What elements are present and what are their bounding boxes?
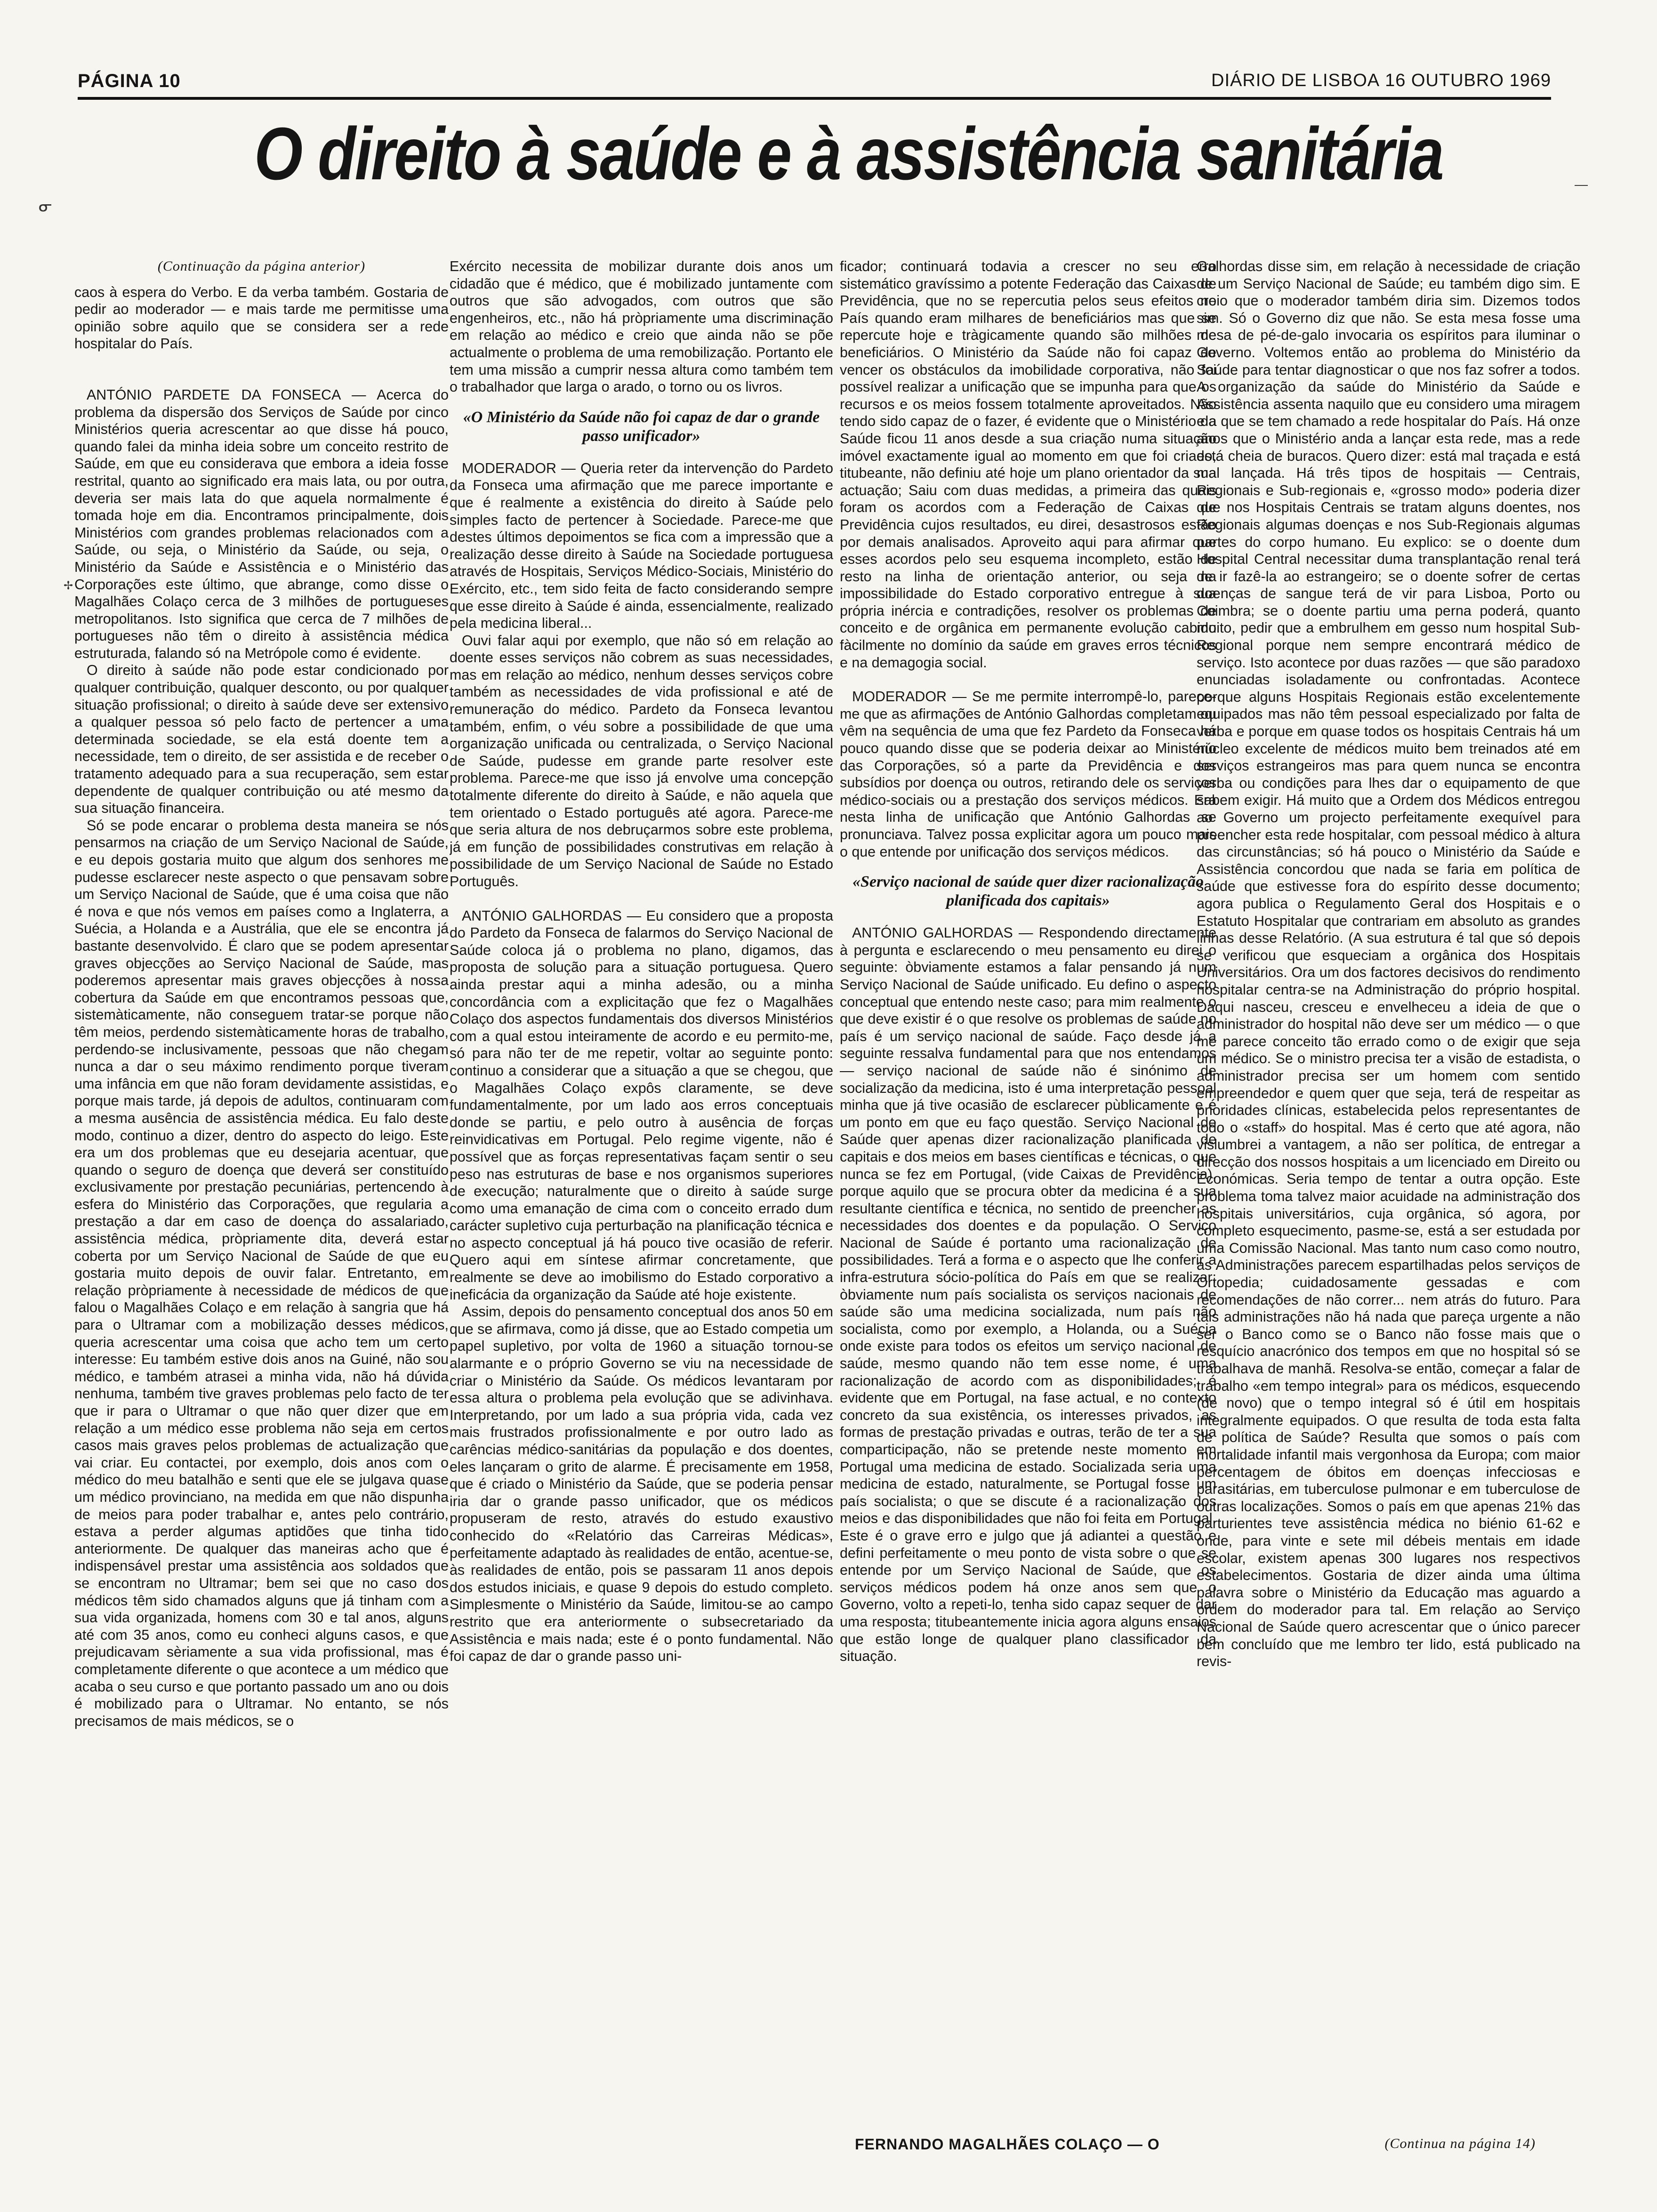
print-mark-icon: ᓂ xyxy=(39,197,52,215)
author-signature: FERNANDO MAGALHÃES COLAÇO — O xyxy=(855,2136,1160,2153)
paragraph: ANTÓNIO GALHORDAS — Eu considero que a proposta do Pardeto da Fonseca de falarmos do Serviço Nacional de Saúde coloca já o problema no plano, digamos, das proposta de solução para a situação portuguesa. Quero ainda prestar aqui a minha adesão, ou a minha concordância com a explicitação que fez o Magalhães Colaço dos aspectos fundamentais dos diversos Ministérios com a qual estou inteiramente de acordo e eu permito-me, só para não ter de me repetir, voltar ao seguinte ponto: continuo a considerar que a situação a que se chegou, que o Magalhães Colaço expôs claramente, se deve fundamentalmente, por um lado aos erros conceptuais donde se partiu, e pelo outro à ausência de forças reinvidicativas em Portugal. Pelo regime vigente, não é possível que as forças representativas façam sentir o seu peso nas estruturas de base e nos organismos superiores de execução; naturalmente que o direito à saúde surge como uma emanação de cima com o conceito errado dum carácter supletivo cuja perturbação na planificação técnica e no aspecto conceptual já há pouco tive ocasião de referir. Quero aqui em síntese afirmar concretamente, que realmente se deve ao imobilismo do Estado corporativo a ineficácia da organização da Saúde até hoje existente. xyxy=(450,907,833,1303)
paragraph: MODERADOR — Se me permite interrompê-lo, parece-me que as afirmações de António Galhordas completam ou vêm na sequência de uma que fez Pardeto da Fonseca há pouco quando disse que se poderia deixar ao Ministério das Corporações, só a parte da Previdência e dos subsídios por doença ou outros, retirando dele os serviços médico-sociais ou a prestação dos serviços médicos. Era nesta linha de unificação que António Galhordas se pronunciava. Talvez possa explicitar agora um pouco mais o que entende por unificação dos serviços médicos. xyxy=(840,689,1216,860)
paragraph: ficador; continuará todavia a crescer no seu erro sistemático gravíssimo a potente Federação das Caixas de Previdência, que no se repercutia pelos seus efeitos no País quando eram milhares de beneficiários mas que se repercute hoje e tràgicamente quando são milhões de beneficiários. O Ministério da Saúde não foi capaz de vencer os obstáculos da imobilidade corporativa, não foi possível realizar a unificação que se impunha para que os recursos e os meios fossem totalmente aproveitados. Não tendo sido capaz de o fazer, é evidente que o Ministério da Saúde ficou 11 anos desde a sua criação numa situação imóvel exactamente igual ao momento em que foi criado, titubeante, não definiu até hoje um plano orientador da sua actuação; Saiu com duas medidas, a primeira das quais foram os acordos com a Federação de Caixas de Previdência cujos resultados, eu direi, desastrosos estão por demais analisados. Aproveito aqui para afirmar que esses acordos pelo seu esquema incompleto, estão de resto na linha de orientação anterior, ou seja na impossibilidade do Estado corporativo entregue à sua própria inércia e contradições, resolver os problemas de conceito e de orgânica em permanente evolução cabido fàcilmente no domínio da saúde em graves erros técnicos e na demagogia social. xyxy=(840,258,1216,671)
print-mark-icon: ✢ xyxy=(64,579,73,592)
page-number: PÁGINA 10 xyxy=(78,71,181,91)
paragraph: caos à espera do Verbo. E da verba também. Gostaria de pedir ao moderador — e mais tarde me permitisse uma opinião sobre aquilo que se considera ser a rede hospitalar do País. xyxy=(74,284,449,352)
section-subheading: «O Ministério da Saúde não foi capaz de dar o grande passo unificador» xyxy=(463,408,820,445)
masthead xyxy=(78,70,1551,100)
issue-date: 16 OUTUBRO 1969 xyxy=(1385,71,1551,90)
paragraph: Galhordas disse sim, em relação à necessidade de criação de um Serviço Nacional de Saúde; eu também digo sim. E creio que o moderador também diria sim. Dizemos todos sim. Só o Governo diz que não. Se esta mesa fosse uma mesa de pé-de-galo invocaria os espíritos para iluminar o Governo. Voltemos então ao problema do Ministério da Saúde para tentar diagnosticar o que nos faz sofrer a todos. A organização da saúde do Ministério da Saúde e Assistência assenta naquilo que eu considero uma miragem e a que se tem chamado a rede hospitalar do País. Há onze anos que o Ministério anda a lançar esta rede, mas a rede está cheia de buracos. Quero dizer: está mal traçada e está mal lançada. Há três tipos de hospitais — Centrais, Regionais e Sub-regionais e, «grosso modo» poderia dizer que nos Hospitais Centrais se tratam alguns doentes, nos Regionais algumas doenças e nos Sub-Regionais algumas partes do corpo humano. Eu explico: se o doente dum Hospital Central necessitar duma transplantação renal terá de ir fazê-la ao estrangeiro; se o doente sofrer de certas doenças de sangue terá de vir para Lisboa, Porto ou Coimbra; se o doente partiu uma perna poderá, quanto muito, pedir que a embrulhem em gesso num hospital Sub-Regional porque nem sempre encontrará médico de serviço. Isto acontece por duas razões — que são paradoxo enunciadas isoladamente ou confrontadas. Acontece porque alguns Hospitais Regionais estão excelentemente equipados mas não têm pessoal especializado por falta de verba e porque em quase todos os hospitais Centrais há um núcleo excelente de médicos muito bem treinados até em serviços estrangeiros mas para quem nunca se encontra verba ou condições para lhes dar o equipamento de que sabem exigir. Há muito que a Ordem dos Médicos entregou ao Governo um projecto perfeitamente exequível para preencher esta rede hospitalar, com pessoal médico à altura das circunstâncias; só há pouco o Ministério da Saúde e Assistência concordou que nada se faria em política de saúde que estivesse fora do espírito desse documento; agora publica o Regulamento Geral dos Hospitais e o Estatuto Hospitalar que contrariam em absoluto as grandes linhas desse Relatório. (A sua estrutura é tal que só depois se verificou que esqueciam a orgânica dos Hospitais Universitários. Ora um dos factores decisivos do rendimento hospitalar centra-se na Administração do próprio hospital. Daqui nasceu, cresceu e envelheceu a ideia de que o administrador do hospital não deve ser um médico — o que me parece conceito tão errado como o de exigir que seja um médico. Se o ministro precisa ter a visão de estadista, o administrador precisa ser um homem com sentido empreendedor e quem quer que seja, terá de respeitar as prioridades clínicas, estabelecida pelos representantes de todo o «staff» do hospital. Mas é certo que até agora, não vislumbrei a vantagem, a não ser política, de entregar a direcção dos nossos hospitais a um licenciado em Direito ou Económicas. Seria tempo de tentar a outra opção. Este problema toma talvez maior acuidade na administração dos hospitais universitários, cuja orgânica, só agora, por completo esquecimento, pasme-se, está a ser estudada por uma Comissão Nacional. Mas tanto num caso como noutro, as Administrações parecem espartilhadas pelos serviços de Ortopedia; cuidadosamente gessadas e com recomendações de não correr... nem atrás do futuro. Para tais administrações não há nada que pareça urgente a não ser o Banco como se o Banco não fosse mais que o resquício anacrónico dos tempos em que no hospital só se trabalhava de manhã. Resolva-se então, começar a falar de trabalho «em tempo integral» para os médicos, esquecendo (de novo) que o tempo integral só é útil em hospitais integralmente equipados. O que resulta de toda esta falta de política de Saúde? Resulta que somos o país com mortalidade infantil mais vergonhosa da Europa; com maior percentagem de óbitos em doenças infecciosas e parasitárias, em tuberculose pulmonar e em tuberculose de outras localizações. Somos o país em que apenas 21% das parturientes teve assistência médica no biénio 61-62 e onde, para vinte e sete mil débeis mentais em idade escolar, existem apenas 300 lugares nos respectivos estabelecimentos. Gostaria de dizer ainda uma última palavra sobre o Ministério da Educação mas aguardo a ordem do moderador para tal. Em relação ao Serviço Nacional de Saúde quero acrescentar que o único parecer bem concluído que me lembro ter lido, está publicado na revis- xyxy=(1197,258,1580,1670)
continued-on-note: (Continua na página 14) xyxy=(1384,2136,1536,2151)
newspaper-name: DIÁRIO DE LISBOA xyxy=(1211,71,1380,90)
print-mark-icon: — xyxy=(1575,177,1588,192)
section-subheading: «Serviço nacional de saúde quer dizer racionalização planificada dos capitais» xyxy=(852,873,1204,910)
paragraph: Ouvi falar aqui por exemplo, que não só em relação ao doente esses serviços não cobrem as suas necessidades, mas em relação ao médico, nenhum desses serviços cobre também as necessidades de vida profissional e até de remuneração do médico. Pardeto da Fonseca levantou também, enfim, o véu sobre a possibilidade de que uma organização unificada ou centralizada, o Serviço Nacional de Saúde, pudesse em grande parte resolver este problema. Parece-me que isso já envolve uma concepção totalmente diferente do direito à Saúde, e não aquela que tem orientado o Estado português até agora. Parece-me que seria altura de nos debruçarmos sobre este problema, já em função de possibilidades construtivas em relação à possibilidade de um Serviço Nacional de Saúde no Estado Português. xyxy=(450,632,833,890)
paragraph: Assim, depois do pensamento conceptual dos anos 50 em que se afirmava, como já disse, que ao Estado competia um papel supletivo, por volta de 1960 a situação tornou-se alarmante e o próprio Governo se viu na necessidade de criar o Ministério da Saúde. Os médicos levantaram por essa altura o problema pela evolução que se adivinhava. Interpretando, por um lado a sua própria vida, cada vez mais frustrados profissionalmente e por outro lado as carências médico-sanitárias da população e dos doentes, eles lançaram o grito de alarme. É precisamente em 1958, que é criado o Ministério da Saúde, que se poderia pensar iria dar o grande passo unificador, que os médicos propuseram de resto, através do estudo exaustivo conhecido do «Relatório das Carreiras Médicas», perfeitamente adaptado às realidades de então, acentue-se, às realidades de então, pois se passaram 11 anos depois dos estudos iniciais, e quase 9 depois do estudo completo. Simplesmente o Ministério da Saúde, limitou-se ao campo restrito que era anteriormente o subsecretariado da Assistência e mais nada; este é o ponto fundamental. Não foi capaz de dar o grande passo uni- xyxy=(450,1304,833,1665)
article-column-1 xyxy=(74,258,449,2136)
paragraph: Só se pode encarar o problema desta maneira se nós pensarmos na criação de um Serviço Nacional de Saúde, e eu depois gostaria muito que algum dos senhores me pudesse esclarecer neste aspecto o que pensavam sobre um Serviço Nacional de Saúde, que é uma coisa que não é nova e que nós vemos em países como a Inglaterra, a Suécia, a Holanda e a Austrália, que ele se encontra já bastante desenvolvido. É claro que se podem apresentar graves objecções ao Serviço Nacional de Saúde, mas poderemos apresentar mais graves objecções à nossa cobertura da Saúde em que encontramos pessoas que, sistemàticamente, não conseguem tratar-se porque não têm meios, perdendo sistemàticamente horas de trabalho, perdendo-se inclusivamente, pessoas que não chegam nunca a dar o seu máximo rendimento porque tiveram uma infância em que não foram devidamente assistidas, e porque mais tarde, já depois de adultos, continuaram com a mesma ausência de assistência médica. Eu falo deste modo, continuo a dizer, dentro do aspecto do leigo. Este era um dos problemas que eu desejaria acentuar, que quando o seguro de doença que deverá ser constituído exclusivamente por prestação pecuniárias, pertencendo à esfera do Ministério das Corporações, que regularia a prestação a dar em caso de doença do assalariado, assistência médica, pròpriamente dita, deverá estar coberta por um Serviço Nacional de Saúde de que eu gostaria muito depois de ouvir falar. Entretanto, em relação pròpriamente à necessidade de médicos de que falou o Magalhães Colaço e em relação à sangria que há para o Ultramar com a mobilização desses médicos, queria acrescentar uma coisa que acho tem um certo interesse: Eu também estive dois anos na Guiné, não sou médico, e também atrasei a minha vida, não há dúvida nenhuma, também tive graves problemas pelo facto de ter que ir para o Ultramar o que não quer dizer que em relação a um médico esse problema não seja em certos casos mais graves pelos problemas de actualização que vai criar. Eu contactei, por exemplo, dois anos com o médico do meu batalhão e senti que ele se julgava quase um médico provinciano, na medida em que não dispunha de meios para poder trabalhar e, antes pelo contrário, estava a perder algumas aptidões que tinha tido anteriormente. De qualquer das maneiras acho que é indispensável prestar uma assistência aos soldados que se encontram no Ultramar; bem sei que no caso dos médicos têm sido chamados alguns que já tinham com a sua vida organizada, homens com 30 e tal anos, alguns até com 35 anos, como eu conheci alguns casos, e que prejudicavam sèriamente a sua vida profissional, mas é completamente diferente o que acontece a um médico que acaba o seu curso e que portanto passado um ano ou dois é mobilizado para o Ultramar. No entanto, se nós precisamos de mais médicos, se o xyxy=(74,817,449,1729)
continued-from-note: (Continuação da página anterior) xyxy=(157,258,366,274)
paragraph: ANTÓNIO PARDETE DA FONSECA — Acerca do problema da dispersão dos Serviços de Saúde por cinco Ministérios queria acrescentar ao que disse há pouco, quando falei da minha ideia sobre um conceito restrito de Saúde, em que eu considerava que embora a ideia fosse restrital, quanto ao significado era mais lata, ou por outra, deveria ser mais lata do que aquela normalmente é tomada hoje em dia. Encontramos principalmente, dois Ministérios com grandes problemas relacionados com a Saúde, ou seja, o Ministério da Saúde, ou seja, o Ministério da Saúde e Assistência e o Ministério das Corporações este último, que abrange, como disse o Magalhães Colaço cerca de 3 milhões de portugueses metropolitanos. Isto significa que cerca de 7 milhões de portugueses não têm o direito à assistência médica estruturada, falando só na Metrópole como é evidente. xyxy=(74,386,449,661)
article-column-2 xyxy=(450,258,833,2136)
paragraph: Exército necessita de mobilizar durante dois anos um cidadão que é médico, que é mobilizado juntamente com outros que são advogados, com outros que são engenheiros, etc., não há pròpriamente uma discriminação em relação ao médico e creio que ainda não se põe actualmente o problema de uma remobilização. Portanto ele tem uma missão a cumprir nessa altura como também tem o trabalhador que larga o arado, o torno ou os livros. xyxy=(450,258,833,395)
paragraph: O direito à saúde não pode estar condicionado por qualquer contribuição, qualquer desconto, ou por qualquer situação profissional; o direito à saúde deve ser extensivo a qualquer pessoa só pelo facto de pertencer a uma determinada sociedade, se ela está doente tem a necessidade, tem o direito, de ser assistida e de receber o tratamento adequado para a sua recuperação, sem estar dependente de qualquer contribuição ou até mesmo da sua situação financeira. xyxy=(74,662,449,817)
paragraph: ANTÓNIO GALHORDAS — Respondendo directamente à pergunta e esclarecendo o meu pensamento eu direi o seguinte: òbviamente estamos a falar pensando já num Serviço Nacional de Saúde unificado. Eu defino o aspecto conceptual que entendo neste caso; para mim realmente o que deve existir é o que resolve os problemas de saúde no país é um serviço nacional de saúde. Faço desde já a seguinte ressalva fundamental para que nos entendamos — serviço nacional de saúde não é sinónimo de socialização da medicina, isto é uma interpretação pessoal minha que já tive ocasião de esclarecer pùblicamente e é um ponto em que eu faço questão. Serviço Nacional de Saúde quer apenas dizer racionalização planificada de capitais e dos meios em bases científicas e técnicas, o que nunca se fez em Portugal, (vide Caixas de Previdência), porque aquilo que se procura obter da medicina é a sua resultante científica e técnica, no sentido de preencher as necessidades dos doentes e da população. O Serviço Nacional de Saúde é portanto uma racionalização de possibilidades. Terá a forma e o aspecto que lhe conferir a infra-estrutura sócio-política do País em que se realizar; òbviamente num país socialista os serviços nacionais de saúde são uma medicina socializada, num país não socialista, como por exemplo, a Holanda, ou a Suécia onde existe para todos os efeitos um serviço nacional de saúde, mesmo quando não tem esse nome, é uma racionalização de acordo com as disponibilidades; é evidente que em Portugal, na fase actual, e no contexto concreto da sua existência, os interesses privados, as formas de prestação privadas e outras, terão de ter a sua comparticipação, não se pretende neste momento em Portugal uma medicina de estado. Socializada seria uma medicina de estado, naturalmente, se Portugal fosse um país socialista; o que se discute é a racionalização dos meios e das disponibilidades que não foi feita em Portugal. Este é o grave erro e julgo que já adiantei a questão e defini perfeitamente o meu ponto de vista sobre o que se entende por um Serviço Nacional de Saúde, que os serviços médicos podem há onze anos sem que o Governo, volto a repeti-lo, tenha sido capaz sequer de dar uma resposta; titubeantemente inicia agora alguns ensaios que estão longe de qualquer plano classificador da situação. xyxy=(840,925,1216,1665)
article-headline: O direito à saúde e à assistência sanitária xyxy=(254,112,1443,195)
article-column-3 xyxy=(840,258,1216,2126)
article-column-4 xyxy=(1197,258,1580,2126)
paragraph: MODERADOR — Queria reter da intervenção do Pardeto da Fonseca uma afirmação que me parece importante e que é realmente a existência do direito à Saúde pelo simples facto de pertencer à Sociedade. Parece-me que destes últimos depoimentos se fica com a impressão que a realização desse direito à Saúde na Sociedade portuguesa através de Hospitais, Serviços Médico-Sociais, Ministério do Exército, etc., tem sido feita de facto considerando sempre que esse direito à Saúde é ainda, essencialmente, realizado pela medicina liberal... xyxy=(450,460,833,632)
